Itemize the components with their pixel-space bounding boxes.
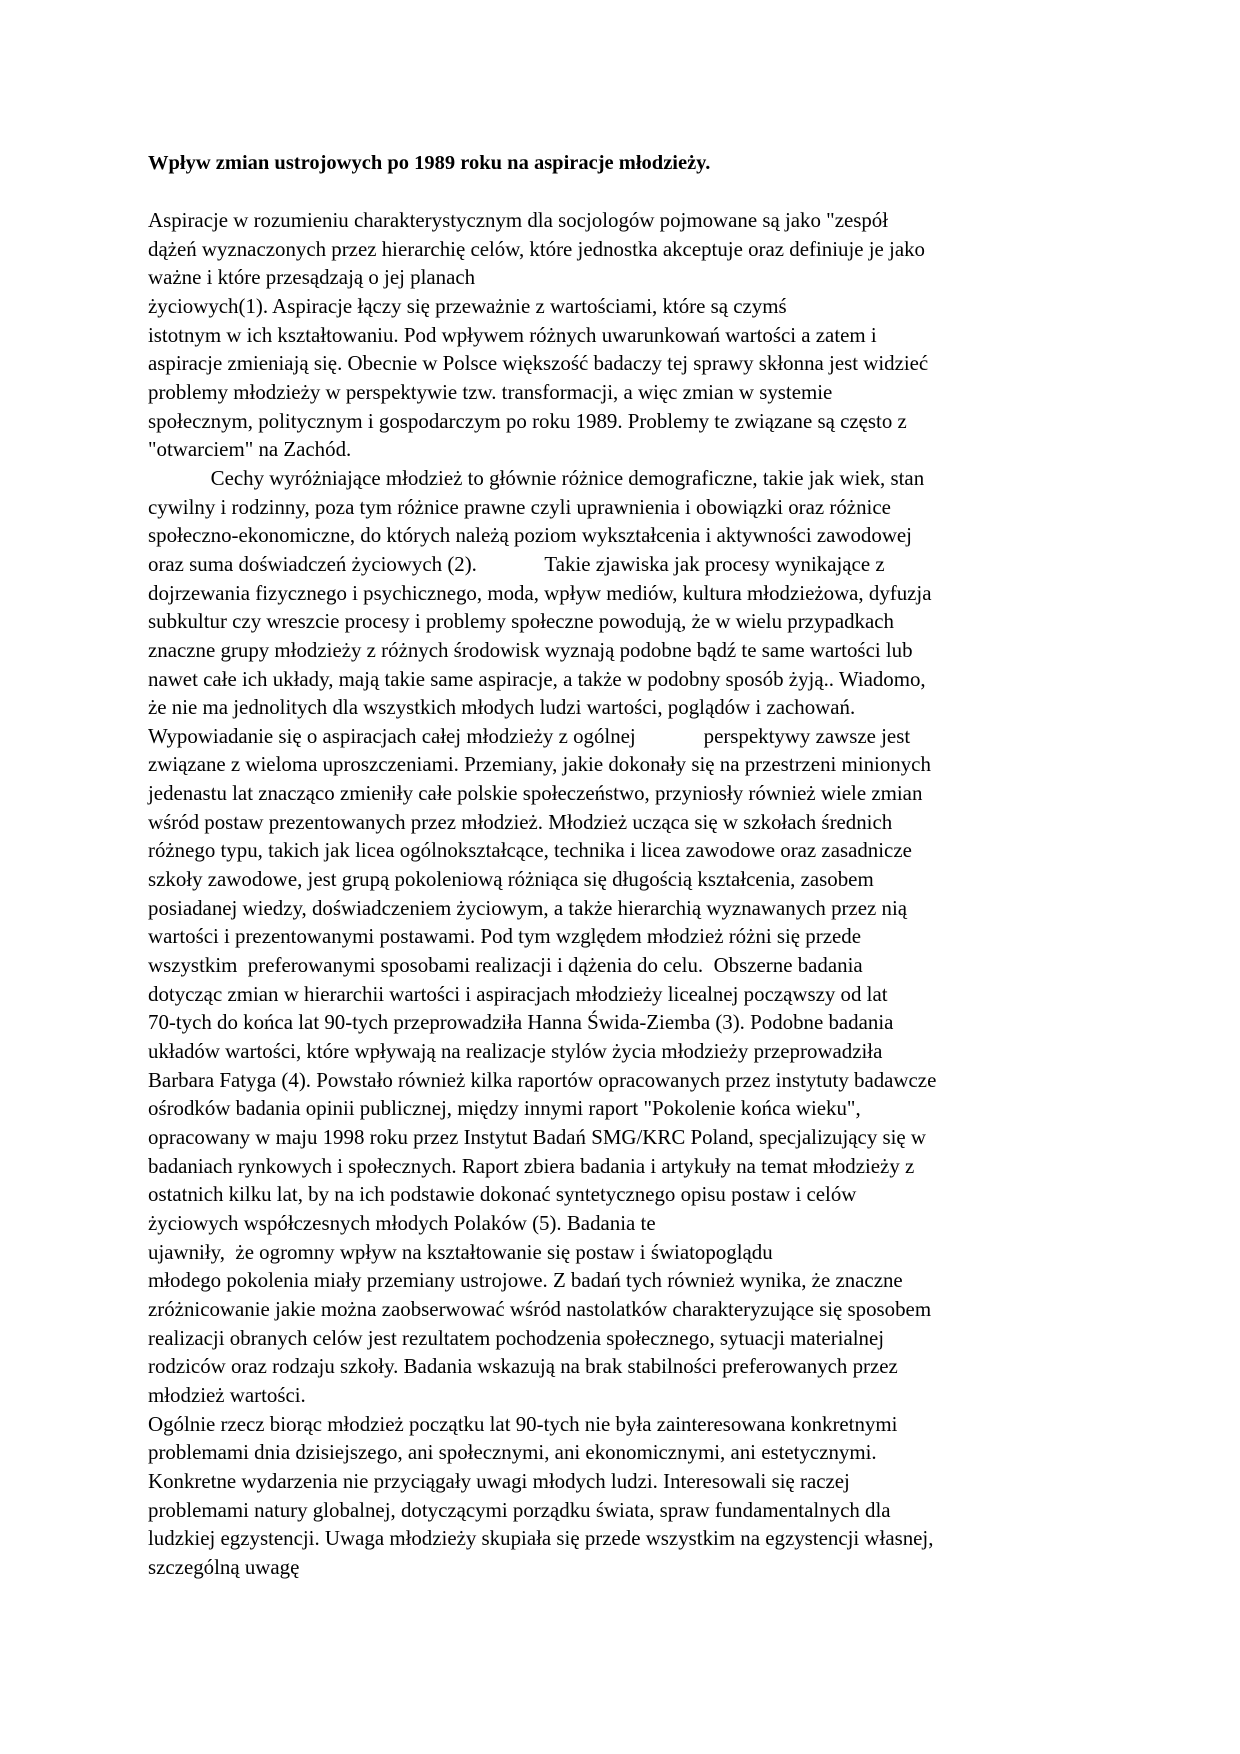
text-line: problemami dnia dzisiejszego, ani społecznymi, ani ekonomicznymi, ani estetycznymi. xyxy=(148,1440,877,1465)
document-title: Wpływ zmian ustrojowych po 1989 roku na aspiracje młodzieży. xyxy=(148,152,711,174)
text-line: badaniach rynkowych i społecznych. Raport zbiera badania i artykuły na temat młodzieży z xyxy=(148,1153,915,1178)
text-line: 70-tych do końca lat 90-tych przeprowadziła Hanna Świda-Ziemba (3). Podobne badania xyxy=(148,1010,894,1035)
text-line: ostatnich kilku lat, by na ich podstawie dokonać syntetycznego opisu postaw i celów xyxy=(148,1182,857,1207)
text-line: dotycząc zmian w hierarchii wartości i aspiracjach młodzieży licealnej począwszy od lat xyxy=(148,981,888,1006)
text-line: zróżnicowanie jakie można zaobserwować wśród nastolatków charakteryzujące się sposobem xyxy=(148,1296,932,1321)
text-line: ośrodków badania opinii publicznej, między innymi raport "Pokolenie końca wieku", xyxy=(148,1096,861,1121)
text-line: ludzkiej egzystencji. Uwaga młodzieży skupiała się przede wszystkim na egzystencji własnej, xyxy=(148,1526,934,1551)
text-line: społecznym, politycznym i gospodarczym po roku 1989. Problemy te związane są często z xyxy=(148,408,907,433)
text-line: nawet całe ich układy, mają takie same aspiracje, a także w podobny sposób żyją.. Wiadomo, xyxy=(148,666,926,691)
text-line: aspiracje zmieniają się. Obecnie w Polsce większość badaczy tej sprawy skłonna jest widzieć xyxy=(148,351,929,376)
text-line: jedenastu lat znacząco zmieniły całe polskie społeczeństwo, przyniosły również wiele zmian xyxy=(148,781,923,806)
text-line: problemami natury globalnej, dotyczącymi porządku świata, spraw fundamentalnych dla xyxy=(148,1497,891,1522)
text-line: Ogólnie rzecz biorąc młodzież początku lat 90-tych nie była zainteresowana konkretnymi xyxy=(148,1411,898,1436)
text-line: społeczno-ekonomiczne, do których należą poziom wykształcenia i aktywności zawodowej xyxy=(148,523,912,548)
text-line: problemy młodzieży w perspektywie tzw. transformacji, a więc zmian w systemie xyxy=(148,379,833,404)
text-line: szkoły zawodowe, jest grupą pokoleniową różniąca się długością kształcenia, zasobem xyxy=(148,867,874,892)
text-line: posiadanej wiedzy, doświadczeniem życiowym, a także hierarchią wyznawanych przez nią xyxy=(148,895,908,920)
text-line: życiowych(1). Aspiracje łączy się przeważnie z wartościami, które są czymś xyxy=(148,293,787,318)
text-line: wartości i prezentowanymi postawami. Pod tym względem młodzież różni się przede xyxy=(148,924,861,949)
text-line: młodego pokolenia miały przemiany ustrojowe. Z badań tych również wynika, że znaczne xyxy=(148,1268,903,1293)
text-line: Barbara Fatyga (4). Powstało również kilka raportów opracowanych przez instytuty badawcze xyxy=(148,1067,937,1092)
text-line: opracowany w maju 1998 roku przez Instytut Badań SMG/KRC Poland, specjalizujący się w xyxy=(148,1125,927,1149)
text-line: że nie ma jednolitych dla wszystkich młodych ludzi wartości, poglądów i zachowań. xyxy=(148,695,856,720)
text-line: wszystkim preferowanymi sposobami realizacji i dążenia do celu. Obszerne badania xyxy=(148,953,863,978)
text-line: ujawniły, że ogromny wpływ na kształtowanie się postaw i światopoglądu xyxy=(148,1239,773,1264)
text-line: ważne i które przesądzają o jej planach xyxy=(148,265,476,290)
text-line: oraz suma doświadczeń życiowych (2). Takie zjawiska jak procesy wynikające z xyxy=(148,551,885,576)
text-line: życiowych współczesnych młodych Polaków (5). Badania te xyxy=(148,1210,656,1235)
text-line: "otwarciem" na Zachód. xyxy=(148,437,352,462)
text-line: dążeń wyznaczonych przez hierarchię celów, które jednostka akceptuje oraz definiuje je jako xyxy=(148,236,926,261)
text-line: Wypowiadanie się o aspiracjach całej młodzieży z ogólnej perspektywy zawsze jest xyxy=(148,723,911,748)
text-line: młodzież wartości. xyxy=(148,1382,306,1407)
text-line: dojrzewania fizycznego i psychicznego, moda, wpływ mediów, kultura młodzieżowa, dyfuzja xyxy=(148,580,932,605)
text-line: znaczne grupy młodzieży z różnych środowisk wyznają podobne bądź te same wartości lub xyxy=(148,637,913,662)
text-line: rodziców oraz rodzaju szkoły. Badania wskazują na brak stabilności preferowanych przez xyxy=(148,1354,898,1379)
text-line: Konkretne wydarzenia nie przyciągały uwagi młodych ludzi. Interesowali się raczej xyxy=(148,1468,850,1493)
text-line: istotnym w ich kształtowaniu. Pod wpływem różnych uwarunkowań wartości a zatem i xyxy=(148,322,877,347)
text-line: subkultur czy wreszcie procesy i problemy społeczne powodują, że w wielu przypadkach xyxy=(148,609,894,634)
text-line: Aspiracje w rozumieniu charakterystycznym dla socjologów pojmowane są jako "zespół xyxy=(148,208,889,232)
text-line: realizacji obranych celów jest rezultatem pochodzenia społecznego, sytuacji materialnej xyxy=(148,1325,885,1350)
text-line: układów wartości, które wpływają na realizacje stylów życia młodzieży przeprowadziła xyxy=(148,1039,883,1064)
text-line: szczególną uwagę xyxy=(148,1554,300,1579)
text-line: Cechy wyróżniające młodzież to głównie różnice demograficzne, takie jak wiek, stan xyxy=(148,465,925,490)
document-body xyxy=(148,206,1088,1582)
text-line: związane z wieloma uproszczeniami. Przemiany, jakie dokonały się na przestrzeni minionych xyxy=(148,752,931,777)
text-line: wśród postaw prezentowanych przez młodzież. Młodzież ucząca się w szkołach średnich xyxy=(148,809,893,834)
text-line: cywilny i rodzinny, poza tym różnice prawne czyli uprawnienia i obowiązki oraz różnice xyxy=(148,494,891,519)
text-line: różnego typu, takich jak licea ogólnokształcące, technika i licea zawodowe oraz zasadnicze xyxy=(148,838,912,863)
